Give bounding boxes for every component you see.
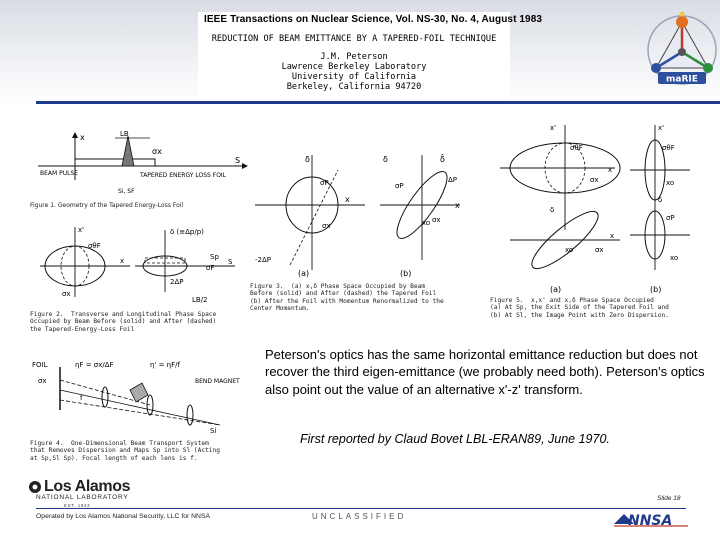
figure-4 bbox=[30, 355, 260, 435]
figure-5 bbox=[490, 120, 710, 295]
fig1-x-label: x bbox=[80, 133, 85, 142]
fig4-sx-label: σx bbox=[38, 377, 47, 385]
marie-logo bbox=[640, 2, 718, 102]
fig3-caption: Figure 3. (a) x,δ Phase Space Occupied by Beam Before (solid) and After (dashed) the Tapered Foil (b) After the Foil with Momentum Renormalized to the Center Momentum. bbox=[250, 283, 444, 313]
fig3-sigma-x-a: σx bbox=[322, 222, 331, 230]
fig4-bend: BEND MAGNET bbox=[195, 378, 240, 385]
fig2-s-label: S bbox=[228, 258, 233, 266]
fig3-minus-2dp: -2ΔP bbox=[255, 256, 271, 264]
fig5-x-a1: x bbox=[608, 166, 613, 174]
fig5-xo-b2: xo bbox=[670, 254, 679, 262]
fig5-sigma-p-b: σP bbox=[666, 214, 675, 222]
fig5-xo-b: xo bbox=[666, 179, 675, 187]
fig2-caption: Figure 2. Transverse and Longitudinal Phase Space Occupied by Beam Before (solid) and After (dashed) the Tapered-Energy-Loss Foil bbox=[30, 311, 217, 333]
fig1-foil-label: TAPERED ENERGY LOSS FOIL bbox=[140, 172, 227, 179]
slide-number: Slide 18 bbox=[657, 495, 681, 502]
fig4-f-label: f bbox=[80, 394, 83, 402]
fig4-foil-label: FOIL bbox=[32, 361, 48, 369]
journal-citation: IEEE Transactions on Nuclear Science, Vol. NS-30, No. 4, August 1983 bbox=[204, 14, 543, 25]
footer-divider bbox=[36, 508, 686, 509]
los-alamos-name: Los Alamos bbox=[44, 478, 131, 495]
fig4-eta-prime: η' = ηF/f bbox=[150, 361, 180, 369]
fig5-sigma-x-a2: σx bbox=[595, 246, 604, 254]
fig2-xp-label: x' bbox=[78, 226, 85, 234]
fig2-lb2-label: LB/2 bbox=[192, 296, 208, 304]
fig5-delta-b: δ bbox=[658, 196, 663, 204]
figure-1 bbox=[30, 130, 270, 210]
paper-affiliation-2: University of California bbox=[291, 72, 417, 82]
body-paragraph: Peterson's optics has the same horizontal emittance reduction but does not recover the third eigen-emittance (we probably need both). Peterson's optics also point out the value of an alternative x'-z' transform. bbox=[265, 347, 705, 397]
nnsa-logo-text: NNSA bbox=[628, 513, 673, 528]
figure-3 bbox=[250, 150, 480, 280]
fig2-sigma-x: σx bbox=[62, 290, 71, 298]
fig5-sigma-bf-a: σθF bbox=[570, 144, 583, 152]
los-alamos-est: EST. 1943 bbox=[64, 503, 91, 508]
fig5-xo-a: xo bbox=[565, 246, 574, 254]
operated-by: Operated by Los Alamos National Security, LLC for NNSA bbox=[36, 513, 211, 520]
los-alamos-icon bbox=[28, 480, 42, 494]
fig4-caption: Figure 4. One-Dimensional Beam Transport System that Removes Dispersion and Maps Sp into Sl (Acting at Sp,Sl Sp). Focal length of each lens is f. bbox=[30, 440, 220, 462]
fig3-label-b: (b) bbox=[400, 269, 412, 278]
fig3-xo: xo bbox=[422, 219, 431, 227]
fig3-x-a: x bbox=[345, 195, 350, 204]
fig2-dp-label: δ (≡Δp/p) bbox=[170, 228, 204, 236]
classification-label: UNCLASSIFIED bbox=[312, 512, 407, 521]
fig1-lb-label: LB bbox=[120, 130, 129, 138]
fig1-sisf-label: Si, SF bbox=[118, 188, 135, 195]
header-divider bbox=[36, 101, 720, 104]
fig3-sigma-p-b: σP bbox=[395, 182, 404, 190]
fig3-delta-a: δ bbox=[305, 155, 310, 164]
fig4-eta-f: ηF = σx/ΔF bbox=[75, 361, 114, 369]
paper-author: J.M. Peterson bbox=[320, 52, 388, 62]
marie-logo-text: maRIE bbox=[666, 74, 698, 85]
fig3-x-b: x bbox=[455, 201, 460, 210]
fig2-x-label: x bbox=[120, 257, 125, 265]
paper-affiliation-3: Berkeley, California 94720 bbox=[286, 82, 422, 92]
los-alamos-sub: NATIONAL LABORATORY bbox=[36, 494, 129, 501]
fig5-caption: Figure 5. x,x' and x,δ Phase Space Occupied (a) At Sp, the Exit Side of the Tapered Foil and (b) At Sl, the Image Point with Zero Dispersion. bbox=[490, 297, 669, 319]
credit-line: First reported by Claud Bovet LBL-ERAN89, June 1970. bbox=[300, 432, 610, 446]
fig1-beam-pulse: BEAM PULSE bbox=[40, 170, 79, 177]
fig4-si-label: Si bbox=[210, 427, 217, 435]
fig3-sigma-x-b: σx bbox=[432, 216, 441, 224]
nnsa-logo bbox=[614, 510, 688, 528]
fig5-xp-a: x' bbox=[550, 124, 557, 132]
fig2-sp-label: Sp bbox=[210, 253, 219, 261]
fig1-caption: Figure 1. Geometry of the Tapered Energy-Loss Foil bbox=[30, 202, 184, 209]
fig5-sigma-x-a: σx bbox=[590, 176, 599, 184]
fig3-dp: ΔP bbox=[448, 176, 458, 184]
fig5-label-a: (a) bbox=[550, 285, 562, 294]
paper-header bbox=[198, 12, 543, 100]
fig5-sigma-bf-b: σθF bbox=[662, 144, 675, 152]
paper-title: REDUCTION OF BEAM EMITTANCE BY A TAPERED-FOIL TECHNIQUE bbox=[211, 34, 497, 44]
fig5-label-b: (b) bbox=[650, 285, 662, 294]
fig5-delta-a: δ bbox=[550, 206, 555, 214]
fig1-s-label: S bbox=[235, 156, 241, 165]
fig2-sigma-f: σF bbox=[206, 264, 215, 272]
fig5-x-a2: x bbox=[610, 232, 615, 240]
fig3-delta-hat: δ̂ bbox=[440, 155, 445, 164]
paper-affiliation-1: Lawrence Berkeley Laboratory bbox=[281, 62, 427, 72]
fig3-label-a: (a) bbox=[298, 269, 310, 278]
fig1-sigma-label: σx bbox=[152, 147, 162, 156]
fig2-sigma-bf: σθF bbox=[88, 242, 101, 250]
fig3-delta-b: δ bbox=[383, 155, 388, 164]
figure-2 bbox=[30, 222, 250, 314]
fig5-xp-b: x' bbox=[658, 124, 665, 132]
fig3-sigma-p-a: σP bbox=[320, 179, 329, 187]
fig2-delta-p: 2ΔP bbox=[170, 278, 184, 286]
